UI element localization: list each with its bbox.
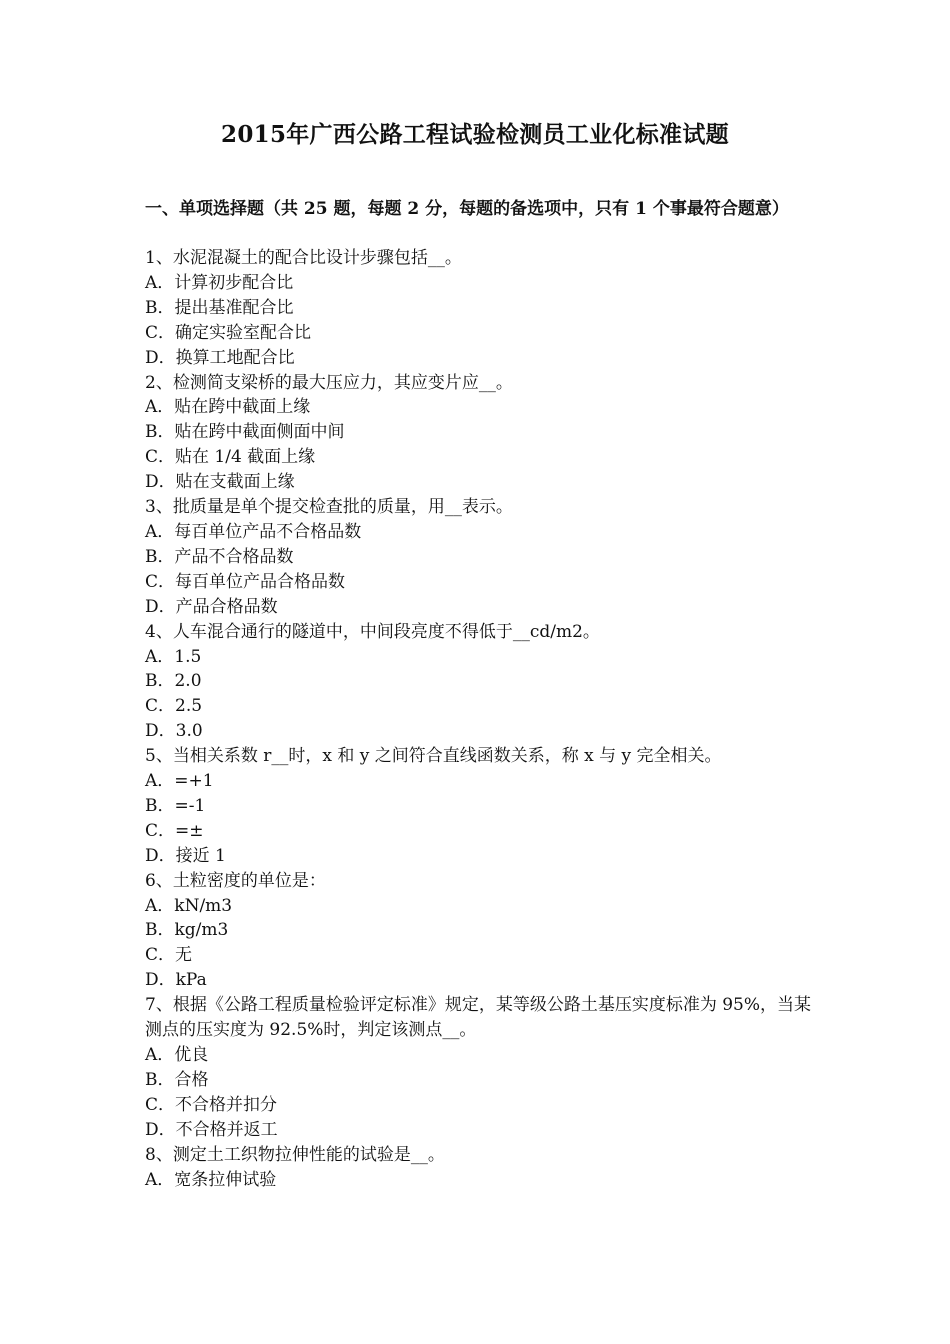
question-stem: 8、测定土工织物拉伸性能的试验是__。 xyxy=(145,1144,445,1165)
option-b: B．kg/m3 xyxy=(145,920,229,941)
option-a: A．kN/m3 xyxy=(145,895,233,916)
question-list xyxy=(145,246,815,1192)
option-c: C．贴在 1/4 截面上缘 xyxy=(145,447,316,468)
option-a: A．计算初步配合比 xyxy=(145,272,294,293)
document-title: 2015年广西公路工程试验检测员工业化标准试题 xyxy=(221,121,729,148)
option-a: A．宽条拉伸试验 xyxy=(145,1169,277,1190)
question-block xyxy=(145,495,815,620)
question-block xyxy=(145,744,815,869)
question-block xyxy=(145,1143,815,1193)
question-stem: 1、水泥混凝土的配合比设计步骤包括__。 xyxy=(145,248,462,268)
question-block xyxy=(145,869,815,994)
option-a: A．每百单位产品不合格品数 xyxy=(145,521,362,542)
section-heading: 一、单项选择题（共 25 题，每题 2 分，每题的备选项中，只有 1 个事最符合题意） xyxy=(145,199,789,219)
option-b: B．提出基准配合比 xyxy=(145,297,294,318)
option-c: C．无 xyxy=(145,945,193,966)
question-block xyxy=(145,620,815,745)
option-d: D．不合格并返工 xyxy=(145,1119,278,1140)
option-a: A．贴在跨中截面上缘 xyxy=(145,397,311,418)
option-b: B．=-1 xyxy=(145,795,206,816)
option-a: A．优良 xyxy=(145,1045,209,1065)
question-block xyxy=(145,246,815,371)
option-c: C．2.5 xyxy=(145,696,203,717)
question-stem: 5、当相关系数 r__时，x 和 y 之间符合直线函数关系，称 x 与 y 完全相关。 xyxy=(145,746,722,767)
option-c: C．=± xyxy=(145,820,204,841)
option-c: C．确定实验室配合比 xyxy=(145,322,312,343)
option-d: D．kPa xyxy=(145,970,207,991)
option-d: D．换算工地配合比 xyxy=(145,347,295,368)
question-stem: 7、根据《公路工程质量检验评定标准》规定，某等级公路土基压实度标准为 95%，当某测点的压实度为 92.5%时，判定该测点__。 xyxy=(145,995,812,1041)
question-stem: 6、土粒密度的单位是： xyxy=(145,870,326,891)
option-b: B．产品不合格品数 xyxy=(145,546,294,567)
option-d: D．产品合格品数 xyxy=(145,596,278,617)
option-d: D．接近 1 xyxy=(145,845,226,866)
option-d: D．贴在支截面上缘 xyxy=(145,472,295,493)
option-c: C．不合格并扣分 xyxy=(145,1094,278,1115)
option-d: D．3.0 xyxy=(145,721,203,742)
question-stem: 2、检测简支梁桥的最大压应力，其应变片应__。 xyxy=(145,372,513,393)
option-b: B．贴在跨中截面侧面中间 xyxy=(145,422,345,443)
question-stem: 4、人车混合通行的隧道中，中间段亮度不得低于__cd/m2。 xyxy=(145,621,600,642)
option-c: C．每百单位产品合格品数 xyxy=(145,571,346,592)
question-stem: 3、批质量是单个提交检查批的质量，用__表示。 xyxy=(145,497,513,518)
option-b: B．合格 xyxy=(145,1069,209,1090)
option-a: A．=+1 xyxy=(145,771,214,792)
question-block xyxy=(145,993,815,1142)
option-b: B．2.0 xyxy=(145,671,202,692)
question-block xyxy=(145,371,815,496)
option-a: A．1.5 xyxy=(145,646,202,667)
